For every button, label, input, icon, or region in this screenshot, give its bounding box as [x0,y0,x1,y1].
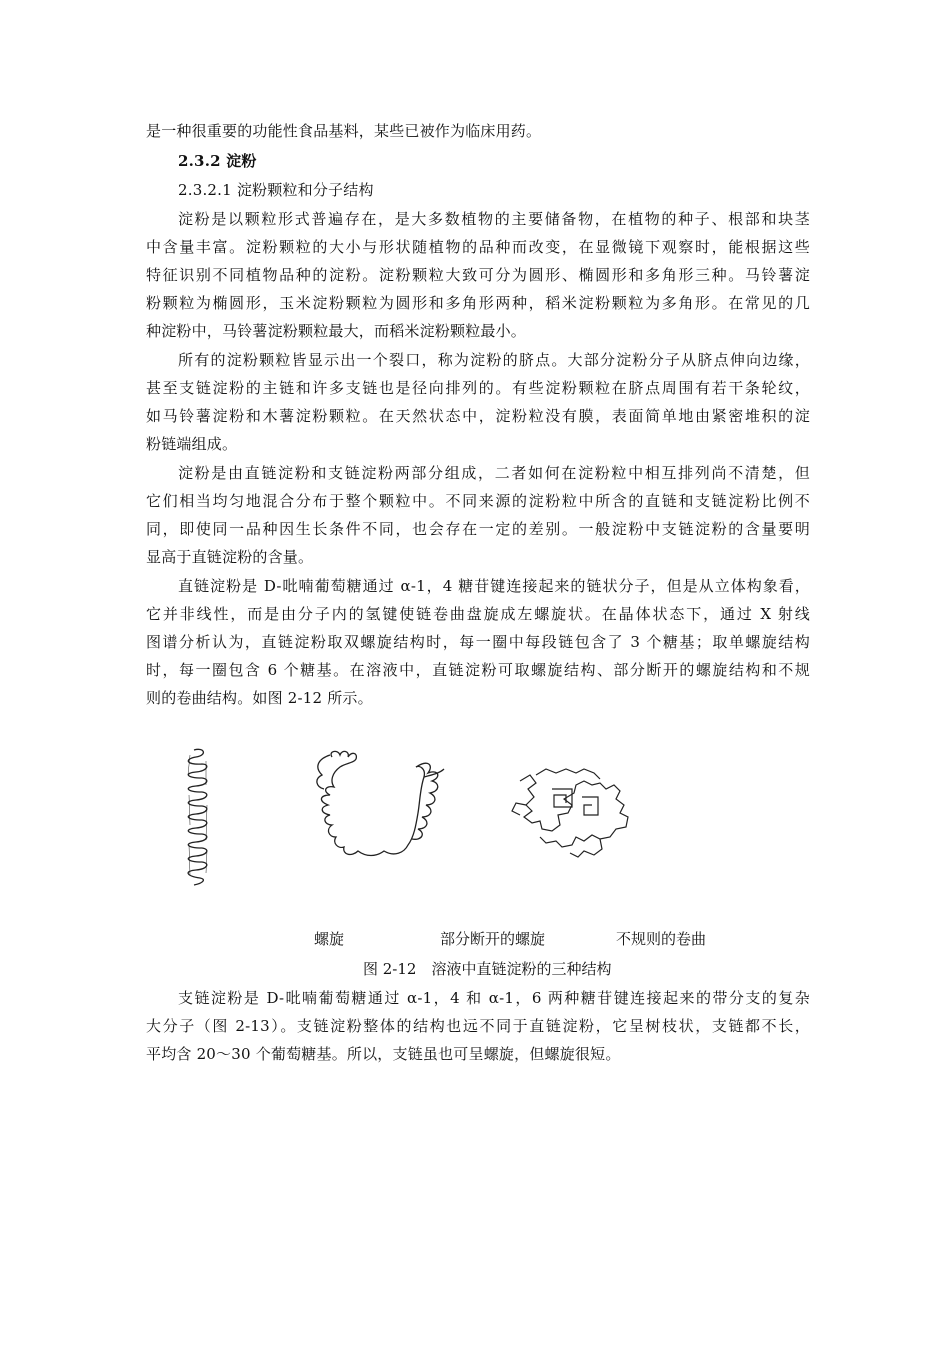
text-line: 直链淀粉是 D-吡喃葡萄糖通过 α-1，4 糖苷键连接起来的链状分子，但是从立体构象看， [178,577,810,595]
text-line: 是一种很重要的功能性食品基料，某些已被作为临床用药。 [146,122,542,140]
text-line: 同，即使同一品种因生长条件不同，也会存在一定的差别。一般淀粉中支链淀粉的含量要明 [146,520,810,538]
text-line: 淀粉是由直链淀粉和支链淀粉两部分组成，二者如何在淀粉粒中相互排列尚不清楚，但 [178,464,810,482]
text-line: 甚至支链淀粉的主链和许多支链也是径向排列的。有些淀粉颗粒在脐点周围有若干条轮纹， [146,379,810,397]
text-line: 它并非线性，而是由分子内的氢键使链卷曲盘旋成左螺旋状。在晶体状态下，通过 X 射线 [146,605,810,623]
figure-caption: 图 2-12 溶液中直链淀粉的三种结构 [363,960,612,978]
text-line: 大分子（图 2-13）。支链淀粉整体的结构也远不同于直链淀粉，它呈树枝状，支链都不长， [146,1017,810,1035]
partial-helix-drawing [317,751,444,855]
text-line: 粉颗粒为椭圆形，玉米淀粉颗粒为圆形和多角形两种，稻米淀粉颗粒为多角形。在常见的几 [146,294,810,312]
figure-label-partial-helix: 部分断开的螺旋 [440,930,546,948]
text-line: 特征识别不同植物品种的淀粉。淀粉颗粒大致可分为圆形、椭圆形和多角形三种。马铃薯淀 [146,266,810,284]
random-coil-drawing [512,769,628,857]
text-line: 显高于直链淀粉的含量。 [146,548,314,566]
text-line: 时，每一圈包含 6 个糖基。在溶液中，直链淀粉可取螺旋结构、部分断开的螺旋结构和不规 [146,661,810,679]
text-line: 淀粉是以颗粒形式普遍存在，是大多数植物的主要储备物，在植物的种子、根部和块茎 [178,210,810,228]
text-line: 则的卷曲结构。如图 2-12 所示。 [146,689,373,707]
text-line: 所有的淀粉颗粒皆显示出一个裂口，称为淀粉的脐点。大部分淀粉分子从脐点伸向边缘， [178,351,810,369]
text-line: 种淀粉中，马铃薯淀粉颗粒最大，而稻米淀粉颗粒最小。 [146,322,527,340]
figure-label-helix: 螺旋 [314,930,345,948]
text-line: 平均含 20～30 个葡萄糖基。所以，支链虽也可呈螺旋，但螺旋很短。 [146,1045,621,1063]
text-line: 它们相当均匀地混合分布于整个颗粒中。不同来源的淀粉粒中所含的直链和支链淀粉比例不 [146,492,810,510]
section-heading: 2.3.2 淀粉 [178,152,257,170]
text-line: 粉链端组成。 [146,435,238,453]
amylose-structures-figure [180,745,650,895]
text-line: 如马铃薯淀粉和木薯淀粉颗粒。在天然状态中，淀粉粒没有膜，表面简单地由紧密堆积的淀 [146,407,810,425]
text-line: 支链淀粉是 D-吡喃葡萄糖通过 α-1，4 和 α-1，6 两种糖苷键连接起来的带分支的复杂 [178,989,810,1007]
figure-label-random-coil: 不规则的卷曲 [616,930,707,948]
helix-drawing [188,749,207,885]
text-line: 图谱分析认为，直链淀粉取双螺旋结构时，每一圈中每段链包含了 3 个糖基；取单螺旋结构 [146,633,810,651]
subsection-heading: 2.3.2.1 淀粉颗粒和分子结构 [178,181,374,199]
text-line: 中含量丰富。淀粉颗粒的大小与形状随植物的品种而改变，在显微镜下观察时，能根据这些 [146,238,810,256]
